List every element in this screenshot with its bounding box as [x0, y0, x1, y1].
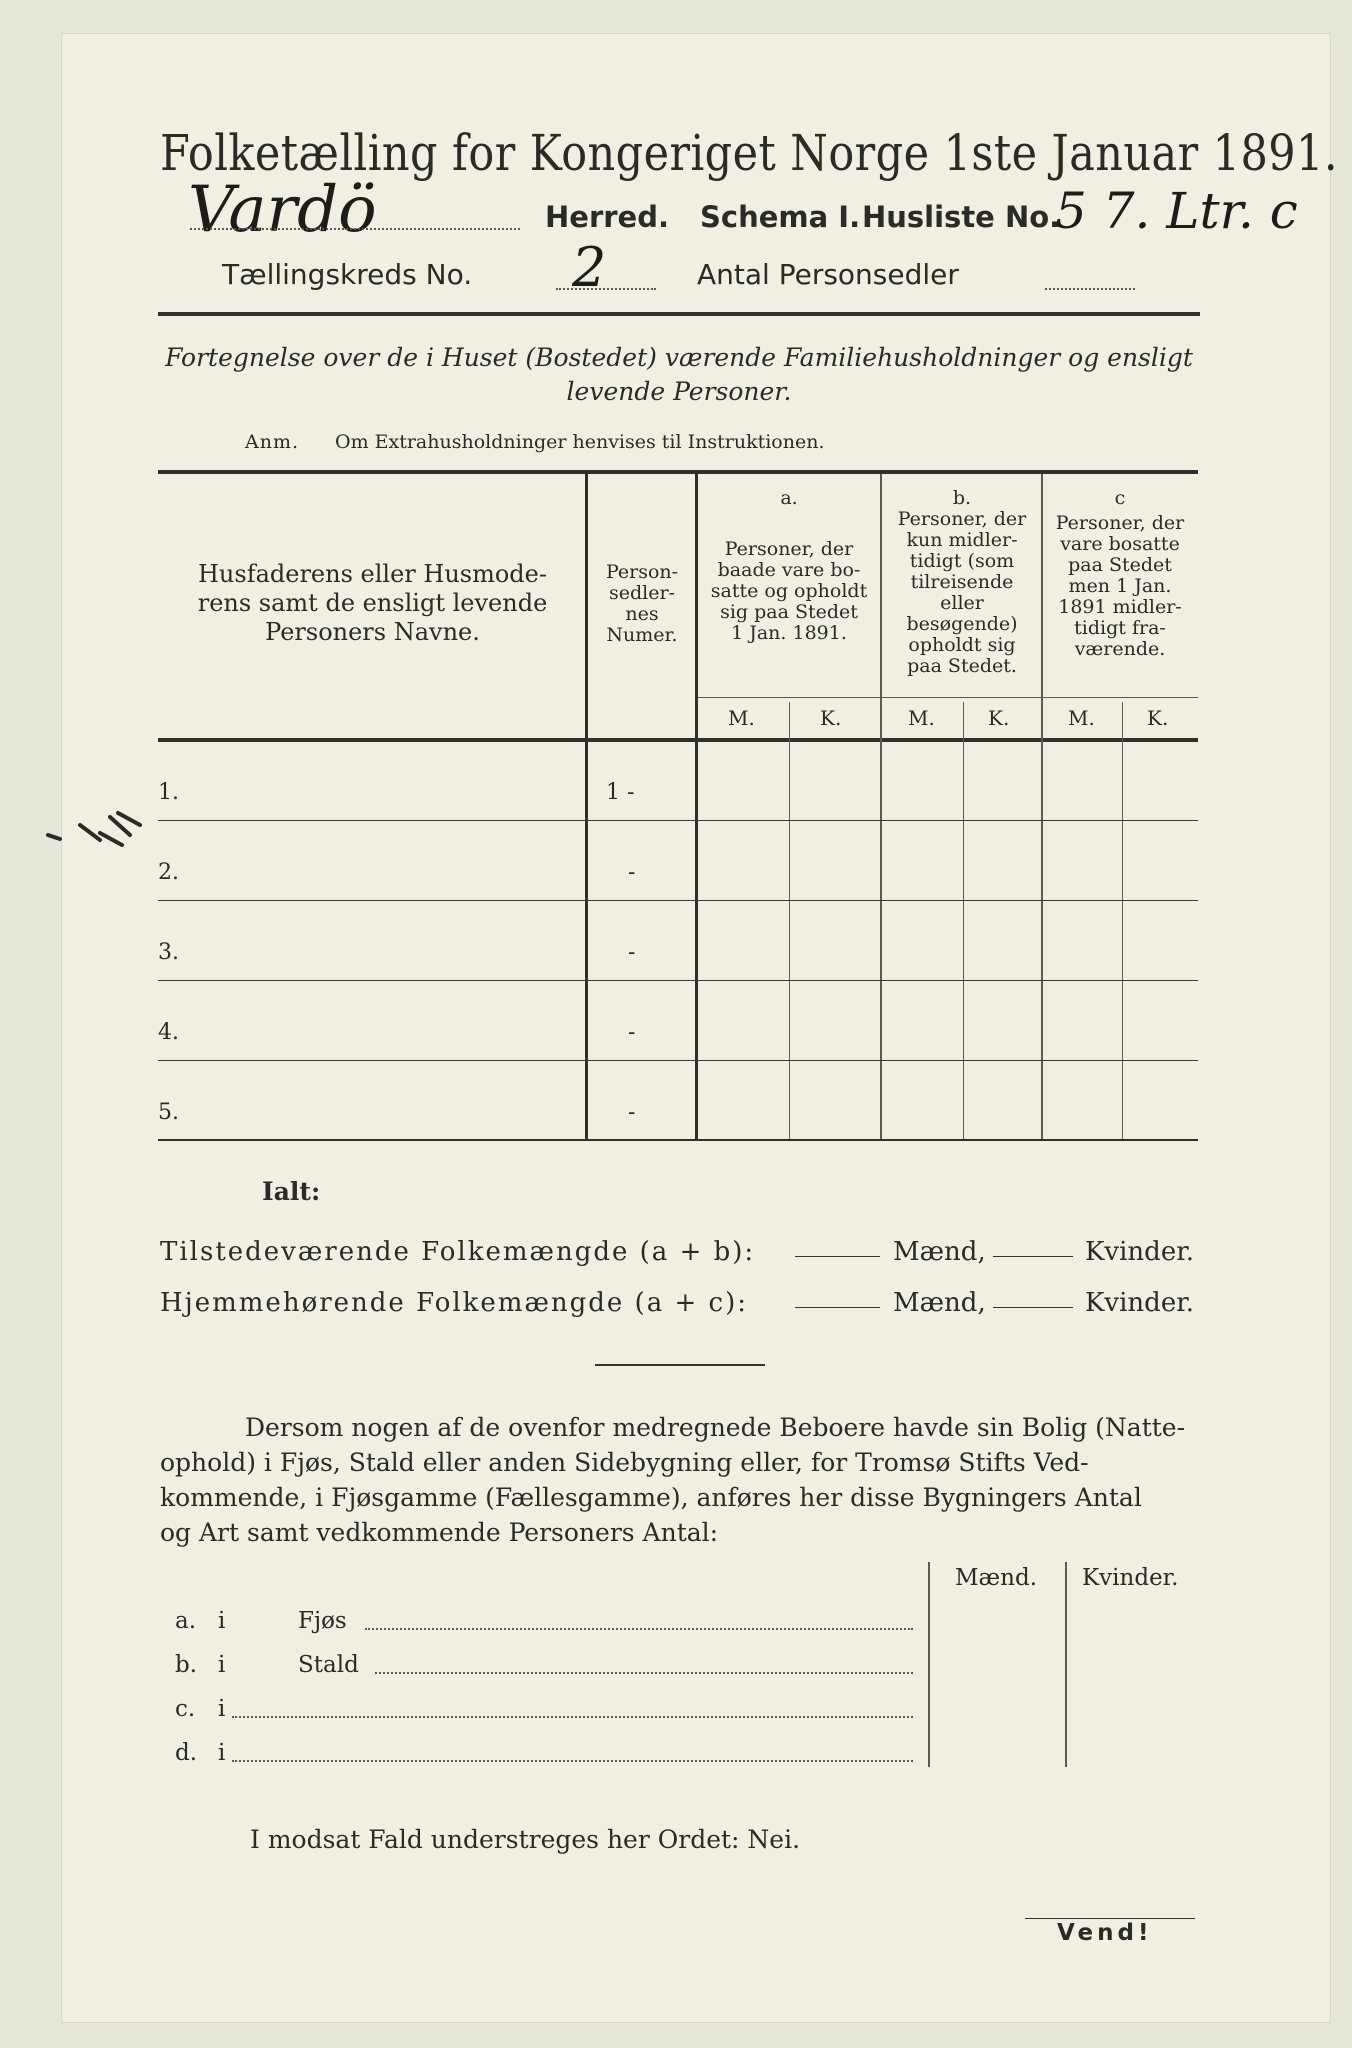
col-b-line-2: kun midler- — [906, 529, 1018, 551]
para-line-1: Dersom nogen af de ovenfor medregnede Beboere havde sin Bolig (Natte- — [245, 1413, 1186, 1442]
col-header-a — [700, 488, 878, 644]
col-sep-name — [585, 474, 588, 1139]
building-i: i — [218, 1696, 226, 1722]
row-number: 2. — [158, 860, 179, 885]
col-b-line-5: eller — [940, 592, 984, 614]
herred-dotted-line — [190, 228, 520, 230]
col-sep-num — [695, 474, 698, 1139]
col-header-name — [170, 560, 575, 647]
col-num-line-4: Numer. — [606, 624, 678, 646]
building-letter: d. — [175, 1740, 198, 1766]
modsat-note: I modsat Fald understreges her Ordet: Nei. — [250, 1825, 801, 1854]
building-letter: a. — [175, 1608, 197, 1634]
building-label: Fjøs — [298, 1608, 347, 1634]
col-a-line-4: sig paa Stedet — [720, 601, 858, 623]
tilstede-label: Tilstedeværende Folkemængde (a + b): — [160, 1237, 756, 1267]
building-dotted-line — [365, 1628, 913, 1630]
kreds-label: Tællingskreds No. — [222, 258, 473, 291]
building-dotted-line — [232, 1716, 913, 1718]
vend-rule — [1025, 1918, 1195, 1919]
row-number: 3. — [158, 940, 179, 965]
col-c-line-4: men 1 Jan. — [1068, 575, 1172, 597]
col-header-b — [884, 488, 1040, 677]
col-b-letter: b. — [952, 487, 972, 509]
row-line — [158, 900, 1198, 901]
row-line — [158, 1060, 1198, 1061]
col-b-line-1: Personer, der — [897, 508, 1027, 530]
buildings-maend-head: Mænd. — [955, 1565, 1038, 1591]
row-line — [158, 980, 1198, 981]
row-number: 5. — [158, 1100, 179, 1125]
hjemme-kvinder-label: Kvinder. — [1085, 1288, 1195, 1318]
col-header-num — [590, 562, 694, 646]
buildings-kvinder-head: Kvinder. — [1082, 1565, 1179, 1591]
col-c-line-7: værende. — [1074, 638, 1166, 660]
hjemme-label: Hjemmehørende Folkemængde (a + c): — [160, 1288, 748, 1318]
row-sedel-number: - — [628, 1020, 636, 1045]
col-b-m: M. — [908, 706, 935, 730]
col-a-k: K. — [820, 706, 842, 730]
mk-sep-c — [1122, 702, 1123, 1139]
row-sedel-number: - — [628, 1100, 636, 1125]
col-c-letter: c — [1114, 487, 1126, 509]
mk-sep-b — [963, 702, 964, 1139]
col-sep-b — [1041, 474, 1043, 1139]
col-num-line-2: sedler- — [609, 582, 675, 604]
col-a-m: M. — [728, 706, 755, 730]
husliste-label: Husliste No. — [862, 200, 1061, 234]
col-c-line-6: tidigt fra- — [1074, 617, 1166, 639]
building-i: i — [218, 1740, 226, 1766]
section-divider — [595, 1364, 765, 1366]
para-line-3: kommende, i Fjøsgamme (Fællesgamme), anføres her disse Bygningers Antal — [160, 1483, 1142, 1512]
buildings-sep-2 — [1065, 1562, 1067, 1767]
antal-dotted-line — [1045, 288, 1135, 290]
col-b-line-8: paa Stedet. — [907, 655, 1017, 677]
tilstede-maend-label: Mænd, — [893, 1237, 986, 1267]
col-c-line-1: Personer, der — [1055, 512, 1185, 534]
hjemme-maend-label: Mænd, — [893, 1288, 986, 1318]
col-c-m: M. — [1068, 706, 1095, 730]
form-title: Folketælling for Kongeriget Norge 1ste Januar 1891. — [160, 124, 1338, 182]
col-a-line-5: 1 Jan. 1891. — [731, 622, 847, 644]
building-i: i — [218, 1608, 226, 1634]
building-i: i — [218, 1652, 226, 1678]
row-sedel-number: - — [628, 860, 636, 885]
row-number: 4. — [158, 1020, 179, 1045]
intro-line-1: Fortegnelse over de i Huset (Bostedet) værende Familiehusholdninger og ensligt — [165, 343, 1193, 372]
hjemme-maend-blank — [795, 1307, 880, 1308]
col-a-line-1: Personer, der — [724, 538, 854, 560]
col-sep-a — [880, 474, 882, 1139]
kreds-dotted-line — [556, 288, 656, 290]
row-sedel-number: 1 - — [606, 780, 635, 805]
schema-label: Schema I. — [700, 200, 861, 234]
hjemme-kvinder-blank — [993, 1307, 1073, 1308]
col-b-line-4: tilreisende — [910, 571, 1014, 593]
anm-label: Anm. — [245, 431, 300, 453]
antal-label: Antal Personsedler — [697, 258, 959, 291]
col-num-line-1: Person- — [605, 561, 679, 583]
husliste-handwritten: 5 7. Ltr. c — [1055, 182, 1298, 240]
col-b-line-7: opholdt sig — [908, 634, 1016, 656]
mk-top-line — [698, 697, 1198, 698]
building-dotted-line — [375, 1672, 913, 1674]
anm-text: Om Extrahusholdninger henvises til Instruktionen. — [335, 431, 825, 453]
col-name-line-2: rens samt de ensligt levende — [197, 589, 548, 617]
col-c-line-5: 1891 midler- — [1058, 596, 1182, 618]
header-rule — [158, 312, 1200, 316]
herred-label: Herred. — [545, 200, 669, 234]
col-a-line-3: satte og opholdt — [710, 580, 868, 602]
buildings-sep-1 — [928, 1562, 930, 1767]
vend-label: Vend! — [1057, 1920, 1153, 1946]
col-num-line-3: nes — [625, 603, 659, 625]
ink-mark-icon — [40, 795, 150, 855]
col-c-k: K. — [1147, 706, 1169, 730]
para-line-2: ophold) i Fjøs, Stald eller anden Sidebygning eller, for Tromsø Stifts Ved- — [160, 1448, 1089, 1477]
row-sedel-number: - — [628, 940, 636, 965]
tilstede-kvinder-label: Kvinder. — [1085, 1237, 1195, 1267]
building-label: Stald — [298, 1652, 359, 1678]
col-c-line-3: paa Stedet — [1068, 554, 1172, 576]
col-b-line-3: tidigt (som — [909, 550, 1015, 572]
col-b-k: K. — [988, 706, 1010, 730]
row-line — [158, 820, 1198, 821]
tilstede-kvinder-blank — [993, 1256, 1073, 1257]
intro-line-2: levende Personer. — [566, 377, 792, 406]
col-b-line-6: besøgende) — [906, 613, 1018, 635]
col-name-line-3: Personers Navne. — [265, 618, 480, 646]
table-bottom-rule — [158, 1139, 1198, 1141]
col-a-line-2: baade vare bo- — [717, 559, 861, 581]
mk-sep-a — [789, 702, 790, 1139]
building-letter: c. — [175, 1696, 196, 1722]
building-dotted-line — [232, 1760, 913, 1762]
kreds-handwritten: 2 — [572, 236, 607, 299]
col-c-line-2: vare bosatte — [1060, 533, 1180, 555]
col-header-c — [1045, 488, 1195, 660]
tilstede-maend-blank — [795, 1256, 880, 1257]
ialt-label: Ialt: — [262, 1177, 321, 1206]
row-number: 1. — [158, 780, 179, 805]
herred-handwritten: Vardö — [188, 173, 377, 247]
col-a-letter: a. — [780, 487, 798, 509]
col-name-line-1: Husfaderens eller Husmode- — [198, 560, 547, 588]
para-line-4: og Art samt vedkommende Personers Antal: — [160, 1518, 719, 1547]
building-letter: b. — [175, 1652, 198, 1678]
